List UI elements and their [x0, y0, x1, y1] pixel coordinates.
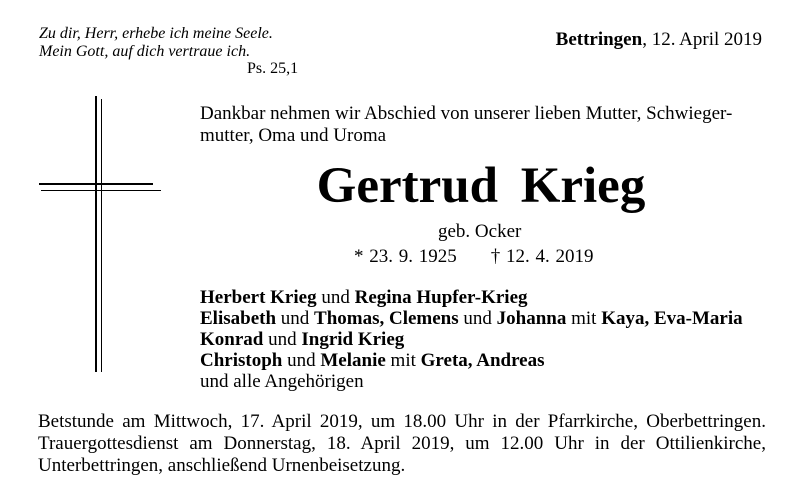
- family-row-closing: und alle Angehörigen: [200, 371, 364, 392]
- place: Bettringen: [555, 29, 643, 50]
- connector: und: [316, 287, 355, 308]
- cross-vertical-line: [101, 99, 102, 372]
- family-row: [200, 287, 743, 308]
- verse-line-1: Zu dir, Herr, erhebe ich meine Seele.: [39, 25, 273, 42]
- family-row: [200, 350, 743, 371]
- life-dates: [354, 246, 594, 268]
- connector: und: [276, 308, 315, 329]
- family-name: Elisabeth: [200, 308, 277, 329]
- cross-horizontal-bar: [39, 183, 153, 185]
- family-list: [200, 287, 743, 392]
- family-name: Greta, Andreas: [420, 350, 545, 371]
- family-name: Ingrid Krieg: [301, 329, 405, 350]
- place-date: [556, 29, 762, 51]
- date: , 12. April 2019: [642, 29, 762, 50]
- bible-verse: [39, 25, 273, 61]
- connector: und: [263, 329, 302, 350]
- footer-line-2: Trauergottesdienst am Donnerstag, 18. April 2019, um 12.00 Uhr in der Ottilienkirche,: [38, 433, 766, 454]
- connector: und: [282, 350, 321, 371]
- cross-horizontal-line: [41, 190, 161, 191]
- intro-text: [200, 103, 732, 147]
- maiden-name: geb. Ocker: [438, 221, 522, 242]
- service-details: [38, 411, 766, 477]
- deceased-name: Gertrud Krieg: [316, 158, 646, 214]
- footer-line-3: Unterbettringen, anschließend Urnenbeisetzung.: [38, 455, 406, 476]
- family-name: Melanie: [320, 350, 386, 371]
- intro-line-1: Dankbar nehmen wir Abschied von unserer lieben Mutter, Schwieger-: [200, 103, 733, 124]
- verse-line-2: Mein Gott, auf dich vertraue ich.: [39, 43, 251, 60]
- family-name: Konrad: [200, 329, 264, 350]
- footer-line-1: Betstunde am Mittwoch, 17. April 2019, um 18.00 Uhr in der Pfarrkirche, Oberbettringen.: [38, 411, 766, 432]
- cross-vertical-bar: [95, 96, 97, 372]
- family-name: Kaya, Eva-Maria: [601, 308, 743, 329]
- death-date: † 12. 4. 2019: [490, 246, 594, 267]
- intro-line-2: mutter, Oma und Uroma: [200, 125, 387, 146]
- connector: mit: [385, 350, 421, 371]
- family-row: [200, 308, 743, 329]
- family-name: Johanna: [496, 308, 567, 329]
- connector: mit: [566, 308, 602, 329]
- connector: und: [458, 308, 497, 329]
- family-name: Christoph: [200, 350, 283, 371]
- family-name: Thomas, Clemens: [314, 308, 459, 329]
- verse-reference: Ps. 25,1: [247, 60, 299, 77]
- birth-date: * 23. 9. 1925: [354, 246, 457, 267]
- family-row: [200, 329, 743, 350]
- family-name: Regina Hupfer-Krieg: [354, 287, 528, 308]
- family-name: Herbert Krieg: [200, 287, 317, 308]
